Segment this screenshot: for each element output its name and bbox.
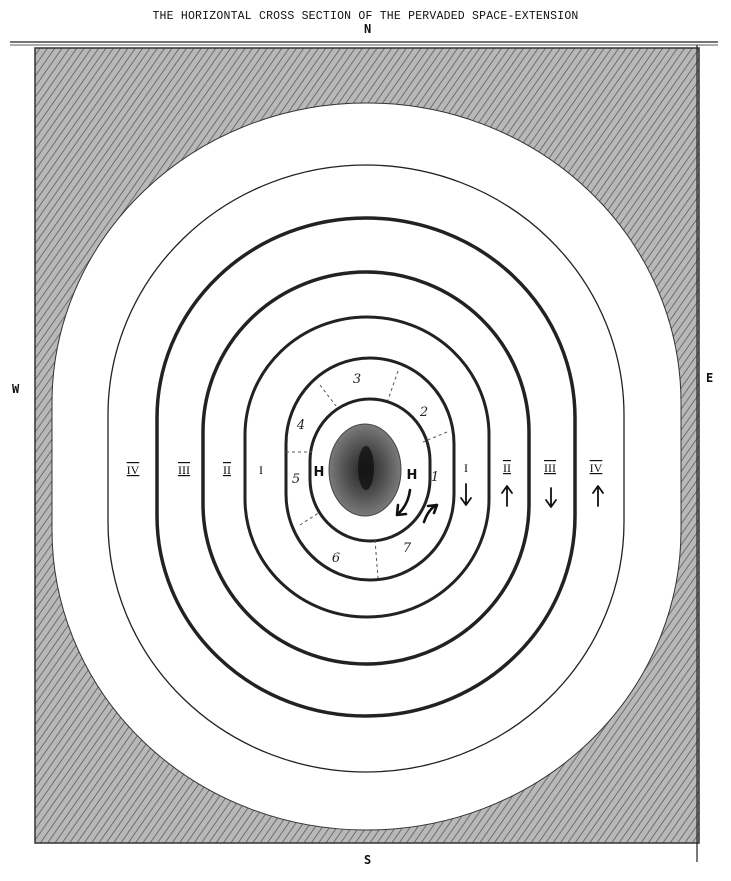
core-center — [358, 446, 374, 490]
core-label-h-right: H — [406, 468, 418, 483]
compass-east: E — [706, 371, 714, 385]
sector-6: 6 — [331, 551, 341, 566]
zone-label-left-iii: III — [178, 463, 190, 477]
sector-4: 4 — [296, 418, 306, 433]
sector-1: 1 — [430, 470, 440, 485]
zone-label-right-iv: IV — [589, 461, 603, 475]
zone-label-right-iii: III — [544, 461, 556, 475]
sector-7: 7 — [402, 541, 412, 556]
zone-label-left-i: I — [259, 463, 263, 477]
sector-5: 5 — [291, 472, 301, 487]
zone-label-right-ii: II — [503, 461, 511, 475]
compass-west: W — [12, 382, 20, 396]
compass-south: S — [364, 853, 372, 867]
zone-label-left-ii: II — [223, 463, 231, 477]
zone-label-left-iv: IV — [126, 463, 140, 477]
sector-2: 2 — [419, 405, 429, 420]
diagram-title: THE HORIZONTAL CROSS SECTION OF THE PERVADED SPACE-EXTENSION — [152, 10, 579, 23]
core-label-h-left: H — [313, 465, 325, 480]
compass-north: N — [364, 22, 372, 36]
sector-3: 3 — [352, 372, 362, 387]
zone-label-right-i: I — [464, 461, 468, 475]
